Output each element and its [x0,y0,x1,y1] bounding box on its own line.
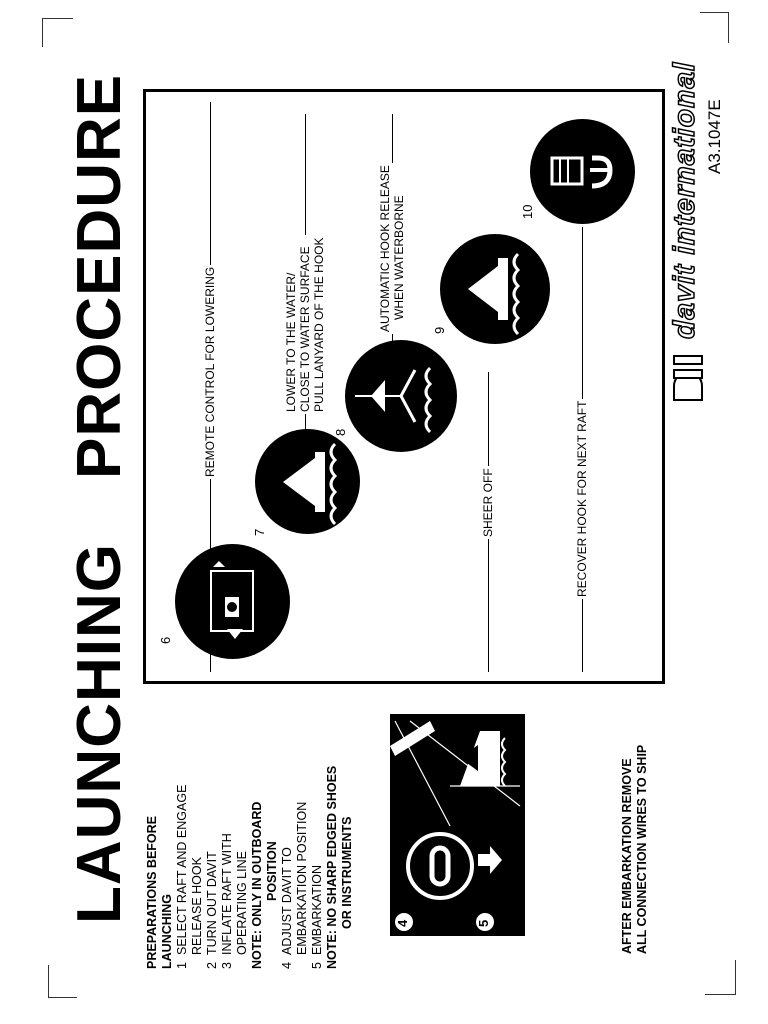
label-remote-control: REMOTE CONTROL FOR LOWERING [203,266,217,477]
prep-item-1: 1SELECT RAFT AND ENGAGE [175,784,189,969]
brand-name: davit international [668,61,701,339]
title-procedure: PROCEDURE [65,73,134,479]
prep-item-1b: RELEASE HOOK [190,857,204,955]
embarkation-illustration [390,714,525,936]
preparations-heading-2: LAUNCHING [160,894,174,969]
title-launching: LAUNCHING [65,543,134,924]
step-number-4: 4 [395,919,410,927]
prep-item-3b: OPERATING LINE [235,851,249,955]
label-lower-to-water: LOWER TO THE WATER/ CLOSE TO WATER SURFACE PULL LANYARD OF THE HOOK [284,237,326,412]
step-number-9: 9 [432,326,447,334]
step-10-circle [530,119,635,224]
step-8-circle [345,340,457,452]
note-outboard: NOTE: ONLY IN OUTBOARD [250,801,264,969]
note-outboard-2: POSITION [265,841,279,901]
label-sheer-off: SHEER OFF [481,468,495,537]
step-6-circle [175,544,290,659]
preparations-block [145,766,355,969]
step-number-8: 8 [333,428,348,436]
prep-item-3: 3INFLATE RAFT WITH [220,833,234,969]
prep-item-5: 5EMBARKATION [310,864,324,969]
footer-note [620,745,650,954]
step-number-10: 10 [520,204,535,219]
document-code: A3.1047E [705,99,724,174]
note-shoes-2: OR INSTRUMENTS [340,816,354,929]
footer-line-1: AFTER EMBARKATION REMOVE [620,758,634,954]
prep-item-4: 4ADJUST DAVIT TO [280,847,294,969]
label-automatic-release: AUTOMATIC HOOK RELEASE WHEN WATERBORNE [378,165,406,332]
embarkation-panel [390,714,525,936]
note-shoes: NOTE: NO SHARP EDGED SHOES [325,765,339,969]
prep-item-2: 2TURN OUT DAVIT [205,851,219,969]
step-9-circle [440,234,550,344]
step-number-6: 6 [158,636,173,644]
step-number-5: 5 [476,919,491,927]
prep-item-4b: EMBARKATION POSITION [295,801,309,955]
step-number-7: 7 [252,528,267,536]
label-recover-hook: RECOVER HOOK FOR NEXT RAFT [575,400,589,597]
footer-line-2: ALL CONNECTION WIRES TO SHIP [635,744,649,954]
preparations-heading-1: PREPARATIONS BEFORE [145,815,159,969]
brand-logo-mark [668,344,708,404]
